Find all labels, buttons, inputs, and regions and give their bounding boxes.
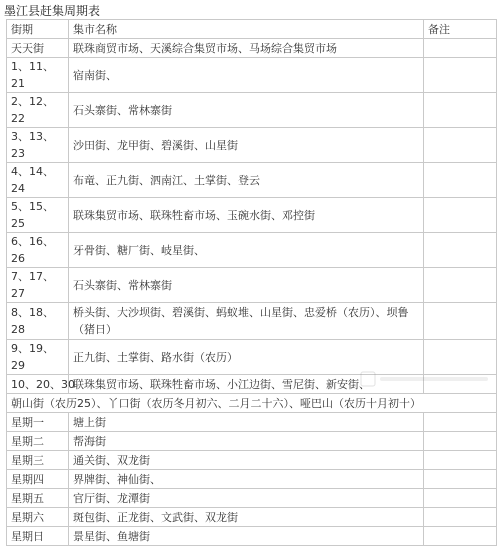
weekday-cell: 星期六 (7, 508, 69, 527)
table-row (7, 58, 497, 93)
note-cell (424, 58, 497, 93)
table-row (7, 527, 497, 546)
period-cell: 4、14、24 (7, 163, 69, 198)
period-cell: 8、18、28 (7, 303, 69, 340)
markets-cell: 官厅街、龙潭街 (69, 489, 424, 508)
note-cell (424, 413, 497, 432)
table-row (7, 39, 497, 58)
note-cell (424, 432, 497, 451)
weekday-cell: 星期日 (7, 527, 69, 546)
markets-cell: 布竜、正九街、泗南江、土掌街、登云 (69, 163, 424, 198)
period-cell: 2、12、22 (7, 93, 69, 128)
note-cell (424, 128, 497, 163)
markets-cell: 联珠集贸市场、联珠牲畜市场、玉碗水街、邓控街 (69, 198, 424, 233)
table-row (7, 93, 497, 128)
note-cell (424, 508, 497, 527)
weekday-cell: 星期五 (7, 489, 69, 508)
header-note: 备注 (424, 20, 497, 39)
markets-cell: 通关街、双龙街 (69, 451, 424, 470)
weekday-cell: 星期二 (7, 432, 69, 451)
period-cell: 9、19、29 (7, 340, 69, 375)
table-row (7, 508, 497, 527)
table-header-row (7, 20, 497, 39)
table-row (7, 128, 497, 163)
watermark-graphic (360, 369, 492, 389)
note-cell (424, 93, 497, 128)
period-cell: 7、17、27 (7, 268, 69, 303)
table-row (7, 489, 497, 508)
table-row (7, 470, 497, 489)
period-cell: 天天街 (7, 39, 69, 58)
weekday-cell: 星期三 (7, 451, 69, 470)
period-cell: 6、16、26 (7, 233, 69, 268)
special-markets-row (7, 394, 497, 413)
markets-cell: 界牌街、神仙街、 (69, 470, 424, 489)
markets-cell: 联珠集贸市场、联珠牲畜市场、小江边街、雪尼街、新安街、 (69, 375, 424, 394)
period-cell: 5、15、25 (7, 198, 69, 233)
market-schedule-table (6, 19, 497, 546)
period-cell: 1、11、21 (7, 58, 69, 93)
note-cell (424, 527, 497, 546)
table-row (7, 268, 497, 303)
table-row (7, 233, 497, 268)
markets-cell: 沙田街、龙甲街、碧溪街、山星街 (69, 128, 424, 163)
header-period: 街期 (7, 20, 69, 39)
page-title: 墨江县赶集周期表 (4, 4, 101, 18)
period-cell: 3、13、23 (7, 128, 69, 163)
markets-cell: 正九街、土掌街、路水街（农历） (69, 340, 424, 375)
table-row (7, 432, 497, 451)
table-row (7, 413, 497, 432)
note-cell (424, 470, 497, 489)
watermark (360, 369, 492, 389)
note-cell (424, 233, 497, 268)
header-market-name: 集市名称 (69, 20, 424, 39)
markets-cell: 联珠商贸市场、天溪综合集贸市场、马场综合集贸市场 (69, 39, 424, 58)
markets-cell: 桥头街、大沙坝街、碧溪街、蚂蚁堆、山星街、忠爱桥（农历）、坝鲁（猪日） (69, 303, 424, 340)
markets-cell: 宿南街、 (69, 58, 424, 93)
markets-cell: 帮海街 (69, 432, 424, 451)
markets-cell: 景星街、鱼塘街 (69, 527, 424, 546)
markets-cell: 石头寨街、常林寨街 (69, 268, 424, 303)
table-row (7, 198, 497, 233)
note-cell (424, 451, 497, 470)
markets-cell: 斑包街、正龙街、文武街、双龙街 (69, 508, 424, 527)
note-cell (424, 303, 497, 340)
note-cell (424, 198, 497, 233)
weekday-cell: 星期一 (7, 413, 69, 432)
markets-cell: 塘上街 (69, 413, 424, 432)
markets-cell: 牙骨街、糖厂街、岐星街、 (69, 233, 424, 268)
note-cell (424, 163, 497, 198)
note-cell (424, 489, 497, 508)
special-markets-cell: 朝山街（农历25）、丫口街（农历冬月初六、二月二十六）、哑巴山（农历十月初十） (7, 394, 497, 413)
markets-cell: 石头寨街、常林寨街 (69, 93, 424, 128)
note-cell (424, 39, 497, 58)
table-row (7, 451, 497, 470)
note-cell (424, 268, 497, 303)
table-row (7, 303, 497, 340)
weekday-cell: 星期四 (7, 470, 69, 489)
period-cell: 10、20、30 (7, 375, 69, 394)
table-row (7, 163, 497, 198)
